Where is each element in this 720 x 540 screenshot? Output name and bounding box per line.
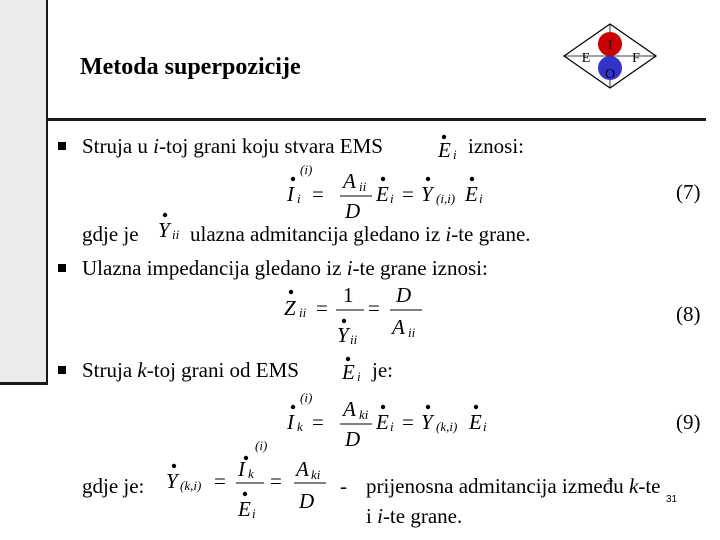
- svg-text:(i): (i): [255, 438, 268, 453]
- svg-text:D: D: [345, 427, 361, 451]
- svg-text:D: D: [345, 199, 361, 223]
- svg-text:A: A: [296, 457, 309, 481]
- svg-text:1: 1: [343, 283, 354, 307]
- svg-text:E: E: [376, 410, 389, 434]
- svg-text:A: A: [343, 169, 356, 193]
- bullet-marker: [58, 142, 66, 150]
- svg-text:=: =: [402, 410, 414, 434]
- svg-text:A: A: [343, 397, 356, 421]
- bullet-marker: [58, 264, 66, 272]
- svg-text:k: k: [248, 466, 254, 481]
- svg-text:Z: Z: [284, 296, 296, 320]
- note-2-line-2: i i-te grane.: [366, 504, 463, 528]
- svg-text:=: =: [312, 182, 324, 206]
- svg-text:D: D: [299, 489, 315, 513]
- svg-text:=: =: [270, 469, 282, 493]
- bullet-1-text: Struja u i-toj grani koju stvara EMS: [82, 134, 383, 158]
- svg-text:i: i: [357, 369, 361, 384]
- svg-text:ii: ii: [359, 179, 367, 194]
- svg-text:Y: Y: [158, 218, 170, 242]
- svg-text:(i): (i): [300, 162, 313, 177]
- inline-yii: [156, 210, 186, 246]
- left-sidebar: [0, 0, 46, 382]
- ief-logo: [562, 22, 658, 90]
- note-2-line-1: prijenosna admitancija između k-te: [366, 474, 661, 498]
- svg-text:Y: Y: [337, 323, 349, 347]
- svg-text:k: k: [297, 419, 303, 434]
- sidebar-bottom-line: [0, 382, 48, 385]
- logo-letter-f: F: [632, 51, 640, 66]
- svg-text:(i,i): (i,i): [436, 191, 456, 206]
- svg-text:E: E: [438, 138, 451, 162]
- svg-text:E: E: [376, 182, 389, 206]
- note-2-pre: gdje je:: [82, 474, 145, 498]
- svg-text:=: =: [368, 296, 380, 320]
- note-1-text: ulazna admitancija gledano iz i-te grane.: [190, 222, 531, 246]
- logo-letter-e: E: [581, 51, 591, 66]
- equation-10: [160, 432, 330, 528]
- equation-8-number: (8): [676, 302, 701, 326]
- slide-title: Metoda superpozicije: [80, 54, 301, 80]
- svg-text:I: I: [238, 457, 245, 481]
- bullet-1-tail: iznosi:: [468, 134, 524, 158]
- svg-text:i: i: [483, 419, 487, 434]
- svg-text:I: I: [287, 410, 294, 434]
- note-1-pre: gdje je: [82, 222, 139, 246]
- bullet-3-text: Struja k-toj grani od EMS: [82, 358, 299, 382]
- svg-text:I: I: [287, 182, 294, 206]
- svg-text:ii: ii: [350, 332, 358, 347]
- svg-text:A: A: [392, 315, 405, 339]
- bullet-marker: [58, 366, 66, 374]
- svg-text:i: i: [453, 147, 457, 162]
- svg-text:i: i: [390, 191, 394, 206]
- svg-text:(i): (i): [300, 390, 313, 405]
- equation-9-number: (9): [676, 410, 701, 434]
- bullet-2-text: Ulazna impedancija gledano iz i-te grane iznosi:: [82, 256, 488, 280]
- svg-text:D: D: [396, 283, 412, 307]
- svg-text:ki: ki: [359, 407, 369, 422]
- svg-text:E: E: [465, 182, 478, 206]
- logo-letter-i: I: [607, 38, 613, 53]
- equation-8: [280, 282, 430, 356]
- svg-text:i: i: [252, 506, 256, 521]
- page-number: 31: [666, 494, 678, 505]
- svg-text:E: E: [469, 410, 482, 434]
- logo-letter-o: O: [604, 67, 616, 82]
- svg-text:E: E: [238, 497, 251, 521]
- svg-text:=: =: [402, 182, 414, 206]
- svg-text:ii: ii: [172, 227, 180, 242]
- svg-text:E: E: [342, 360, 355, 384]
- svg-text:i: i: [479, 191, 483, 206]
- svg-text:Y: Y: [421, 410, 433, 434]
- svg-text:ii: ii: [408, 325, 416, 340]
- title-underline: [46, 118, 706, 121]
- svg-text:Y: Y: [166, 469, 178, 493]
- inline-ei-2: [340, 354, 370, 388]
- svg-text:ki: ki: [311, 467, 321, 482]
- note-2-dash: -: [340, 474, 347, 498]
- equation-7-number: (7): [676, 180, 701, 204]
- svg-text:=: =: [316, 296, 328, 320]
- svg-text:i: i: [390, 419, 394, 434]
- svg-text:Y: Y: [421, 182, 433, 206]
- svg-text:i: i: [297, 191, 301, 206]
- vertical-divider: [46, 0, 48, 384]
- svg-text:=: =: [214, 469, 226, 493]
- equation-7: [282, 158, 492, 224]
- svg-text:ii: ii: [299, 305, 307, 320]
- svg-text:=: =: [312, 410, 324, 434]
- svg-text:(k,i): (k,i): [436, 419, 458, 434]
- bullet-3-tail: je:: [372, 358, 393, 382]
- svg-text:(k,i): (k,i): [180, 478, 202, 493]
